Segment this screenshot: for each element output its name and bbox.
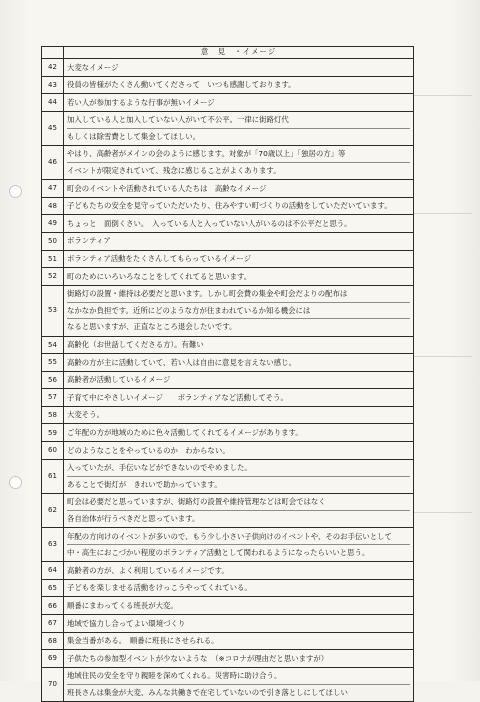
opinion-text (64, 442, 414, 460)
row-number: 59 (42, 424, 64, 442)
table-row (42, 354, 414, 372)
row-number: 60 (42, 442, 64, 460)
opinion-line: 子育て中にやさしいイメージ ボランティアなど活動してそう。 (67, 392, 288, 402)
opinion-line: 加入している人と加入していない人がいて不公平。一律に街路灯代 (67, 112, 410, 129)
opinion-line: 地域で協力し合ってよい環境づくり (67, 618, 186, 628)
row-number: 48 (42, 197, 64, 215)
row-number: 61 (42, 459, 64, 493)
table-row (42, 76, 414, 94)
opinion-text (64, 285, 414, 336)
table-row (42, 442, 414, 460)
opinion-line: あることで街灯が きれいで助かっています。 (67, 479, 222, 489)
row-number: 46 (42, 145, 64, 179)
opinion-line: 街路灯の設置・維持は必要だと思います。しかし町会費の集金や町会だよりの配布は (67, 286, 410, 303)
opinion-text (64, 111, 414, 145)
opinion-text (64, 459, 414, 493)
opinion-line: なかなか負担です。近所にどのような方が住まわれているか知る機会には (67, 303, 410, 320)
opinion-line: ボランティア (67, 236, 111, 246)
table-row (42, 424, 414, 442)
table-row (42, 615, 414, 633)
row-number: 70 (42, 667, 64, 701)
row-number: 49 (42, 215, 64, 233)
row-number: 43 (42, 76, 64, 94)
opinion-text (64, 389, 414, 407)
opinion-text (64, 424, 414, 442)
opinion-line: 高齢者が活動しているイメージ (67, 375, 171, 385)
table-row (42, 667, 414, 701)
table-row (42, 94, 414, 112)
punch-hole-icon (9, 185, 22, 198)
table-row (42, 579, 414, 597)
opinion-text (64, 59, 414, 77)
bleed-through-mark (414, 356, 472, 357)
table-row (42, 215, 414, 233)
row-number: 54 (42, 336, 64, 354)
table-row (42, 528, 414, 562)
table-row (42, 59, 414, 77)
opinion-line: ボランティア活動をたくさんしてもらっているイメージ (67, 254, 251, 264)
row-number: 69 (42, 650, 64, 668)
row-number: 58 (42, 406, 64, 424)
opinion-text (64, 250, 414, 268)
opinion-table (41, 46, 414, 702)
row-number: 53 (42, 285, 64, 336)
opinion-line: 集金当番がある。 順番に班長にさせられる。 (67, 636, 219, 646)
opinion-text (64, 268, 414, 286)
row-number: 55 (42, 354, 64, 372)
opinion-line: 高齢の方が主に活動していて、若い人は自由に意見を言えない感じ。 (67, 357, 296, 367)
opinion-text (64, 650, 414, 668)
opinion-text (64, 232, 414, 250)
row-number: 62 (42, 493, 64, 527)
table-row (42, 197, 414, 215)
opinion-line: どのようなことをやっているのか わからない。 (67, 445, 230, 455)
opinion-text (64, 180, 414, 198)
opinion-line: イベントが限定されていて、残念に感じることがよくあります。 (67, 166, 281, 176)
table-row (42, 111, 414, 145)
opinion-line: ちょっと 面倒くさい。 入っている人と入っていない人がいるのは不公平だと思う。 (67, 218, 352, 228)
header-number-cell (42, 47, 64, 59)
table-row (42, 268, 414, 286)
opinion-line: 順番にまわってくる班長が大変。 (67, 600, 178, 610)
row-number: 50 (42, 232, 64, 250)
row-number: 42 (42, 59, 64, 77)
table-row (42, 389, 414, 407)
opinion-text (64, 354, 414, 372)
row-number: 67 (42, 615, 64, 633)
opinion-line: 大変なイメージ (67, 62, 119, 72)
row-number: 68 (42, 632, 64, 650)
opinion-text (64, 76, 414, 94)
table-row (42, 632, 414, 650)
opinion-line: 高齢者の方が、よく利用しているイメージです。 (67, 565, 229, 575)
opinion-line: やはり、高齢者がメインの会のように感じます。対象が「70歳以上」「独居の方」等 (67, 146, 410, 163)
opinion-line: もしくは除雪費として集金してほしい。 (67, 131, 201, 141)
punch-hole-icon (9, 476, 22, 489)
row-number: 56 (42, 371, 64, 389)
row-number: 44 (42, 94, 64, 112)
opinion-text (64, 615, 414, 633)
row-number: 63 (42, 528, 64, 562)
table-row (42, 562, 414, 580)
opinion-text (64, 371, 414, 389)
table-row (42, 336, 414, 354)
opinion-line: 各自治体が行うべきだと思っています。 (67, 513, 200, 523)
row-number: 52 (42, 268, 64, 286)
opinion-text (64, 145, 414, 179)
table-header-row (42, 47, 414, 59)
table-row (42, 250, 414, 268)
opinion-line: 班長さんは集金が大変、みんな共働きで在宅していないので引き落としにしてほしい (67, 687, 348, 697)
opinion-line: 大変そう。 (67, 410, 104, 420)
opinion-line: 町のためにいろいろなことをしてくれてると思います。 (67, 271, 252, 281)
opinion-line: 高齢化（お世話してくださる方）。有難い (67, 340, 204, 350)
opinion-text (64, 336, 414, 354)
table-row (42, 180, 414, 198)
opinion-line: 町会のイベントや活動されている人たちは 高齢なイメージ (67, 183, 267, 193)
row-number: 47 (42, 180, 64, 198)
bleed-through-mark (414, 213, 472, 214)
table-row (42, 285, 414, 336)
table-row (42, 597, 414, 615)
opinion-text (64, 406, 414, 424)
opinion-text (64, 493, 414, 527)
table-row (42, 371, 414, 389)
opinion-line: 子どもを楽しませる活動をけっこうやってくれている。 (67, 583, 252, 593)
bleed-through-mark (414, 95, 472, 96)
opinion-text (64, 579, 414, 597)
opinion-line: 子供たちの参加型イベントが少ないような （※コロナが理由だと思いますが） (67, 653, 329, 663)
opinion-text (64, 632, 414, 650)
row-number: 57 (42, 389, 64, 407)
opinion-line: 子どもたちの安全を見守っていただいたり、住みやすい町づくりの活動をしていただいています。 (67, 201, 392, 211)
opinion-text (64, 562, 414, 580)
row-number: 45 (42, 111, 64, 145)
table-row (42, 459, 414, 493)
opinion-text (64, 94, 414, 112)
table-row (42, 232, 414, 250)
table-row (42, 406, 414, 424)
row-number: 64 (42, 562, 64, 580)
row-number: 66 (42, 597, 64, 615)
table-row (42, 650, 414, 668)
opinion-line: なると思いますが、正直なところ退会したいです。 (67, 322, 237, 332)
opinion-line: 年配の方向けのイベントが多いので、もう少し小さい子供向けのイベントや、そのお手伝いとして (67, 529, 410, 546)
opinion-line: ご年配の方が地域のために色々活動してくれてるイメージがあります。 (67, 427, 303, 437)
row-number: 51 (42, 250, 64, 268)
opinion-line: 町会は必要だと思っていますが、街路灯の設置や維持管理などは町会ではなく (67, 494, 410, 511)
opinion-line: 中・高生におこづかい程度のボランティア活動として関われるようになったらいいと思う。 (67, 548, 370, 558)
row-number: 65 (42, 579, 64, 597)
opinion-text (64, 197, 414, 215)
opinion-line: 入っていたが、手伝いなどができないのでやめました。 (67, 460, 410, 477)
opinion-rows (42, 59, 414, 702)
header-title: 意 見 ・イメージ (64, 47, 414, 59)
opinion-line: 地域住民の安全を守り親睦を深めてくれる。災害時に助け合う。 (67, 668, 410, 685)
opinion-text (64, 667, 414, 701)
opinion-text (64, 215, 414, 233)
table-row (42, 145, 414, 179)
opinion-text (64, 597, 414, 615)
opinion-text (64, 528, 414, 562)
opinion-line: 役員の皆様がたくさん動いてくださって いつも感謝しております。 (67, 80, 296, 90)
table-row (42, 493, 414, 527)
opinion-line: 若い人が参加するような行事が無いイメージ (67, 97, 215, 107)
bleed-through-mark (414, 512, 472, 513)
